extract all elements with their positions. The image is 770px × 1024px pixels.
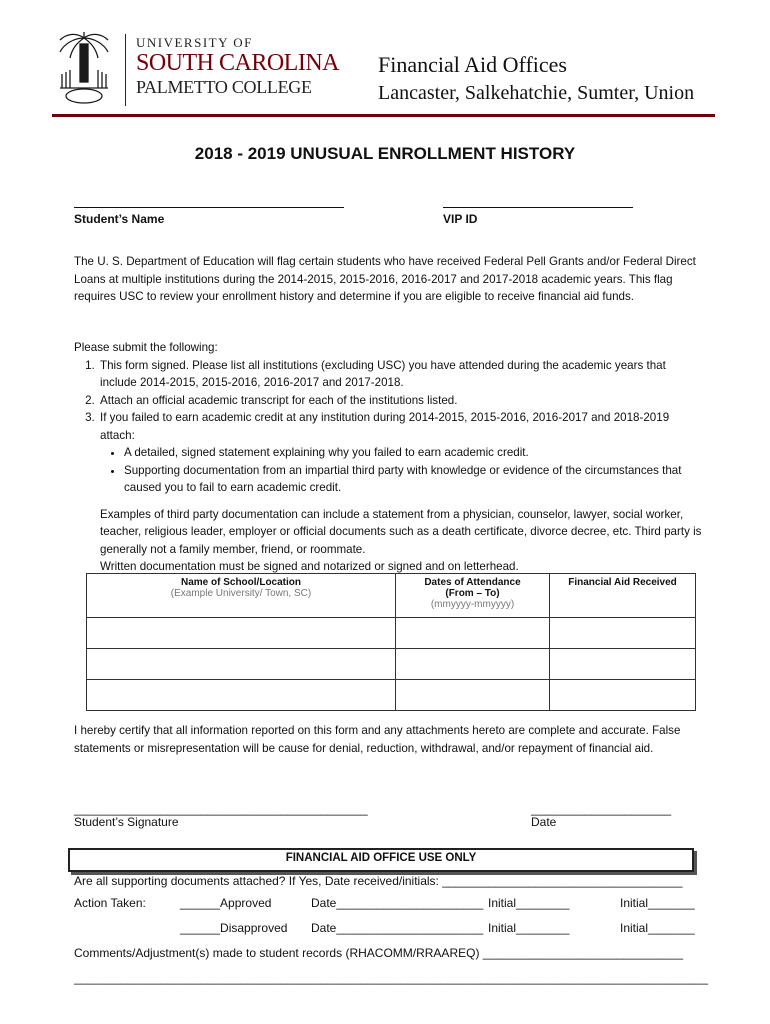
logo-palmetto-college: PALMETTO COLLEGE — [136, 77, 312, 97]
table-header-row — [87, 574, 696, 618]
table-row — [87, 649, 696, 680]
student-name-label: Student’s Name — [74, 212, 165, 226]
approved-initial-field-2[interactable]: Initial_______ — [620, 896, 695, 910]
aid-cell[interactable] — [550, 680, 696, 711]
approved-field[interactable]: ______Approved — [180, 896, 272, 910]
submit-heading: Please submit the following: — [74, 341, 218, 354]
aid-cell[interactable] — [550, 649, 696, 680]
col-dates-sub: (From – To) — [445, 588, 500, 599]
intro-paragraph — [74, 253, 704, 306]
office-campuses: Lancaster, Salkehatchie, Sumter, Union — [378, 82, 695, 104]
student-name-field[interactable] — [74, 207, 344, 208]
table-row — [87, 618, 696, 649]
approved-date-field[interactable]: Date______________________ — [311, 896, 484, 910]
dates-cell[interactable] — [396, 680, 550, 711]
written-note: Written documentation must be signed and notarized or signed and on letterhead. — [100, 560, 519, 573]
header-divider — [52, 114, 715, 117]
school-cell[interactable] — [87, 649, 396, 680]
col-school-hint: (Example University/ Town, SC) — [170, 588, 312, 599]
signature-line[interactable]: ____________________________________________ — [74, 802, 368, 816]
steps-list — [74, 357, 704, 445]
office-title: Financial Aid Offices — [378, 52, 567, 77]
disapproved-field[interactable]: ______Disapproved — [180, 921, 288, 935]
institutions-table — [86, 573, 696, 711]
step-item: 2. Attach an official academic transcript for each of the institutions listed. — [98, 392, 704, 410]
form-title: 2018 - 2019 UNUSUAL ENROLLMENT HISTORY — [194, 144, 576, 163]
bullet-item: • A detailed, signed statement explaining why you failed to earn academic credit. — [124, 444, 704, 462]
logo-university-of: UNIVERSITY OF — [136, 35, 253, 50]
logo-south-carolina: SOUTH CAROLINA — [136, 50, 339, 76]
school-cell[interactable] — [87, 618, 396, 649]
certify-text: I hereby certify that all information reported on this form and any attachments hereto are complete and accurate. False statements or misrepresentation will be cause for denial, reduction, withdrawal, and/or repayment of financial aid. — [74, 724, 681, 755]
action-taken-label: Action Taken: — [74, 896, 146, 910]
documents-attached-question[interactable]: Are all supporting documents attached? If Yes, Date received/initials: ____________________________________ — [74, 874, 683, 888]
disapproved-date-field[interactable]: Date______________________ — [311, 921, 484, 935]
examples-text: Examples of third party documentation can include a statement from a physician, counselor, lawyer, social worker, teacher, religious leader, employer or official documents such as a death certificate, divorce decree, etc. Third party is generally not a family member, friend, or roommate. — [100, 507, 702, 556]
certification — [74, 722, 714, 757]
comments-field[interactable]: Comments/Adjustment(s) made to student records (RHACOMM/RRAAREQ) ______________________________ — [74, 946, 683, 960]
step-item: 3. If you failed to earn academic credit at any institution during 2014-2015, 2015-2016, 2016-2017 and 2018-2019 attach: — [98, 409, 704, 444]
dates-cell[interactable] — [396, 649, 550, 680]
signature-date-label: Date — [531, 815, 557, 829]
intro-text: The U. S. Department of Education will flag certain students who have received Federal Pell Grants and/or Federal Direct Loans at multiple institutions during the 2014-2015, 2015-2016, 2016-2017 and 2017-2018 academic years. This flag requires USC to review your enrollment history and determine if you are eligible to receive financial aid funds. — [74, 255, 696, 303]
vip-id-label: VIP ID — [443, 212, 478, 226]
university-logo — [52, 30, 352, 108]
col-school-title: Name of School/Location — [180, 577, 301, 588]
school-cell[interactable] — [87, 680, 396, 711]
step-item: 1. This form signed. Please list all institutions (excluding USC) you have attended during the academic years that include 2014-2015, 2015-2016, 2016-2017 and 2017-2018. — [98, 357, 704, 392]
disapproved-initial-field[interactable]: Initial________ — [488, 921, 570, 935]
vip-id-field[interactable] — [443, 207, 633, 208]
table-row — [87, 680, 696, 711]
instructions — [74, 339, 704, 576]
palmetto-tree-seal-icon — [52, 30, 116, 106]
comments-continuation-line[interactable]: _______________________________________________________________________________________________ — [74, 971, 709, 985]
signature-date-line[interactable]: _____________________ — [531, 802, 672, 816]
disapproved-initial-field-2[interactable]: Initial_______ — [620, 921, 695, 935]
aid-cell[interactable] — [550, 618, 696, 649]
attach-bullets — [98, 444, 704, 497]
bullet-item: • Supporting documentation from an impartial third party with knowledge or evidence of the circumstances that caused you to fail to earn academic credit. — [124, 462, 704, 497]
col-aid-title: Financial Aid Received — [568, 577, 677, 588]
dates-cell[interactable] — [396, 618, 550, 649]
col-dates-title: Dates of Attendance — [424, 577, 521, 588]
approved-initial-field[interactable]: Initial________ — [488, 896, 570, 910]
col-dates-hint: (mmyyyy-mmyyyy) — [430, 599, 515, 610]
office-use-heading: FINANCIAL AID OFFICE USE ONLY — [285, 852, 477, 864]
signature-label: Student’s Signature — [74, 815, 179, 829]
